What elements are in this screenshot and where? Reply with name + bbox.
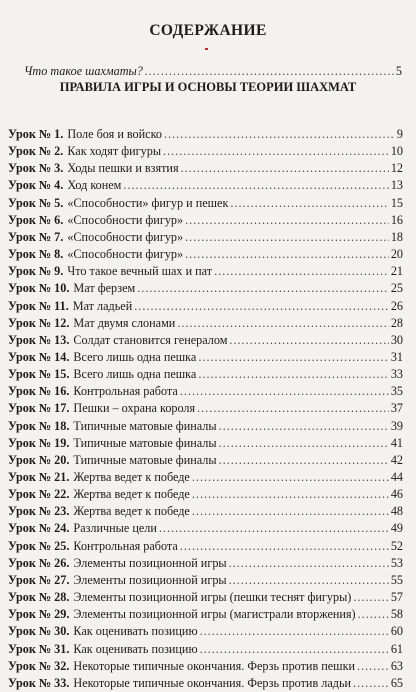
lesson-number: Урок № 26. <box>8 555 70 570</box>
leader-dots <box>219 451 389 469</box>
lesson-title: «Способности фигур» <box>67 212 184 227</box>
section-title: ПРАВИЛА ИГРЫ И ОСНОВЫ ТЕОРИИ ШАХМАТ <box>59 80 357 94</box>
lesson-page: 35 <box>390 384 403 399</box>
lesson-number: Урок № 3. <box>8 161 64 176</box>
toc-entry[interactable] <box>8 297 403 315</box>
lesson-title: Пешки – охрана короля <box>73 401 196 416</box>
lesson-page: 52 <box>390 538 403 553</box>
lesson-number: Урок № 23. <box>8 504 70 519</box>
lesson-title: Элементы позиционной игры (магистрали вторжения) <box>73 607 356 622</box>
toc-entry-page: 5 <box>395 64 402 78</box>
toc-entry[interactable] <box>8 588 403 606</box>
leader-dots <box>163 142 389 160</box>
leader-dots <box>164 125 395 143</box>
leader-dots <box>197 399 389 417</box>
lesson-page: 37 <box>390 401 403 416</box>
leader-dots <box>229 571 389 589</box>
leader-dots <box>185 211 389 229</box>
toc-entry[interactable] <box>8 605 403 623</box>
leader-dots <box>192 468 389 486</box>
toc-entry[interactable] <box>8 502 403 520</box>
leader-dots <box>219 434 389 452</box>
lesson-page: 18 <box>390 229 403 244</box>
leader-dots <box>358 605 389 623</box>
toc-entry[interactable] <box>8 554 403 572</box>
lesson-page: 65 <box>390 675 403 690</box>
leader-dots <box>219 417 389 435</box>
toc-entry[interactable] <box>8 279 403 297</box>
toc-entry[interactable] <box>8 571 403 589</box>
leader-dots <box>357 657 389 675</box>
lesson-number: Урок № 31. <box>8 641 70 656</box>
leader-dots <box>192 502 389 520</box>
toc-entry[interactable] <box>8 125 403 143</box>
lesson-number: Урок № 5. <box>8 195 64 210</box>
lesson-number: Урок № 1. <box>8 127 64 141</box>
leader-dots <box>123 176 388 194</box>
lesson-number: Урок № 13. <box>8 332 70 347</box>
lesson-title: Жертва ведет к победе <box>73 504 190 519</box>
lesson-title: Жертва ведет к победе <box>73 470 190 484</box>
lesson-page: 44 <box>390 470 403 484</box>
lesson-page: 12 <box>390 161 403 176</box>
lesson-page: 16 <box>390 212 403 227</box>
leader-dots <box>353 674 389 692</box>
lesson-title: Элементы позиционной игры <box>73 572 227 587</box>
leader-dots <box>181 159 389 177</box>
lesson-title: Ходы пешки и взятия <box>67 161 179 176</box>
leader-dots <box>185 228 389 246</box>
toc-entry[interactable] <box>8 142 403 160</box>
lesson-title: Мат ферзем <box>73 281 136 296</box>
lesson-title: Элементы позиционной игры <box>73 555 227 570</box>
toc-entry[interactable] <box>8 382 403 400</box>
toc-entry[interactable] <box>8 262 403 280</box>
lesson-number: Урок № 12. <box>8 315 70 330</box>
lesson-title: Ход конем <box>67 178 122 193</box>
lesson-number: Урок № 22. <box>8 487 70 502</box>
lesson-page: 57 <box>390 590 403 605</box>
lesson-title: Что такое вечный шах и пат <box>67 264 213 279</box>
lesson-page: 39 <box>390 418 403 433</box>
leader-dots <box>145 62 394 80</box>
lesson-page: 55 <box>390 572 403 587</box>
toc-entry[interactable] <box>8 451 403 469</box>
lesson-page: 21 <box>390 264 403 279</box>
toc-entry-intro[interactable] <box>24 62 402 80</box>
lesson-page: 20 <box>390 247 403 262</box>
toc-entry[interactable] <box>8 194 403 212</box>
lesson-number: Урок № 28. <box>8 590 70 605</box>
lesson-title: Элементы позиционной игры (пешки теснят фигуры) <box>73 590 352 605</box>
lesson-title: Контрольная работа <box>73 384 178 399</box>
lesson-page: 46 <box>390 487 403 502</box>
toc-entry[interactable] <box>8 537 403 555</box>
leader-dots <box>180 537 389 555</box>
lesson-title: Всего лишь одна пешка <box>73 349 197 364</box>
toc-entry[interactable] <box>8 365 403 383</box>
lesson-number: Урок № 4. <box>8 178 64 193</box>
toc-entry[interactable] <box>8 434 403 452</box>
toc-entry[interactable] <box>8 399 403 417</box>
lesson-page: 9 <box>396 127 403 141</box>
lesson-page: 63 <box>390 658 403 673</box>
toc-entry[interactable] <box>8 176 403 194</box>
lesson-title: Контрольная работа <box>73 538 178 553</box>
lesson-number: Урок № 17. <box>8 401 70 416</box>
lesson-number: Урок № 24. <box>8 521 70 536</box>
lesson-page: 13 <box>390 178 403 193</box>
lesson-title: Поле боя и войско <box>67 127 162 141</box>
lesson-page: 41 <box>390 435 403 450</box>
ink-mark <box>205 48 208 50</box>
lesson-page: 49 <box>390 521 403 536</box>
lesson-page: 48 <box>390 504 403 519</box>
toc-entry[interactable] <box>8 417 403 435</box>
leader-dots <box>177 314 388 332</box>
lesson-title: Некоторые типичные окончания. Ферзь против пешки <box>73 658 356 673</box>
lesson-number: Урок № 11. <box>8 298 69 313</box>
lesson-title: Типичные матовые финалы <box>73 418 217 433</box>
lesson-page: 58 <box>390 607 403 622</box>
leader-dots <box>229 331 388 349</box>
lesson-title: Мат двумя слонами <box>73 315 176 330</box>
lesson-title: Всего лишь одна пешка <box>73 367 197 382</box>
leader-dots <box>134 297 389 315</box>
lesson-page: 31 <box>390 349 403 364</box>
lesson-title: Мат ладьей <box>72 298 133 313</box>
lesson-title: «Способности фигур» <box>67 247 184 262</box>
lesson-page: 30 <box>390 332 403 347</box>
leader-dots <box>198 365 388 383</box>
leader-dots <box>198 348 388 366</box>
toc-entry[interactable] <box>8 314 403 332</box>
lesson-page: 42 <box>390 452 403 467</box>
toc-entry[interactable] <box>8 348 403 366</box>
lesson-title: «Способности» фигур и пешек <box>67 195 229 210</box>
toc-entry[interactable] <box>8 468 403 486</box>
toc-entry[interactable] <box>8 331 403 349</box>
lesson-title: «Способности фигур» <box>67 229 184 244</box>
lesson-number: Урок № 32. <box>8 658 70 673</box>
leader-dots <box>185 245 389 263</box>
lesson-number: Урок № 29. <box>8 607 70 622</box>
lesson-number: Урок № 16. <box>8 384 70 399</box>
lesson-page: 28 <box>390 315 403 330</box>
lesson-number: Урок № 27. <box>8 572 70 587</box>
lesson-number: Урок № 6. <box>8 212 64 227</box>
leader-dots <box>137 279 389 297</box>
lesson-number: Урок № 14. <box>8 349 70 364</box>
lesson-title: Как оценивать позицию <box>73 641 198 656</box>
leader-dots <box>230 194 388 212</box>
lesson-number: Урок № 33. <box>8 675 70 690</box>
lesson-number: Урок № 30. <box>8 624 70 639</box>
lesson-number: Урок № 8. <box>8 247 64 262</box>
lesson-number: Урок № 21. <box>8 470 70 484</box>
lesson-title: Некоторые типичные окончания. Ферзь против ладьи <box>73 675 352 690</box>
lesson-title: Как ходят фигуры <box>67 144 162 159</box>
lesson-title: Как оценивать позицию <box>73 624 198 639</box>
toc-entry[interactable] <box>8 211 403 229</box>
lesson-number: Урок № 7. <box>8 229 64 244</box>
leader-dots <box>214 262 389 280</box>
lesson-number: Урок № 10. <box>8 281 70 296</box>
lesson-number: Урок № 9. <box>8 264 64 279</box>
toc-entry[interactable] <box>8 159 403 177</box>
lesson-page: 60 <box>390 624 403 639</box>
toc-entry[interactable] <box>8 245 403 263</box>
lesson-page: 33 <box>390 367 403 382</box>
lesson-number: Урок № 25. <box>8 538 70 553</box>
lesson-title: Типичные матовые финалы <box>73 452 217 467</box>
toc-entry[interactable] <box>8 485 403 503</box>
lesson-page: 26 <box>390 298 403 313</box>
toc-entry[interactable] <box>8 657 403 675</box>
lesson-page: 61 <box>390 641 403 656</box>
lesson-number: Урок № 18. <box>8 418 70 433</box>
toc-entry[interactable] <box>8 674 403 692</box>
toc-entry[interactable] <box>8 519 403 537</box>
lesson-number: Урок № 15. <box>8 367 70 382</box>
toc-entry-title: Что такое шахматы? <box>24 64 143 78</box>
lesson-title: Типичные матовые финалы <box>73 435 217 450</box>
lesson-title: Жертва ведет к победе <box>73 487 190 502</box>
page-title: СОДЕРЖАНИЕ <box>149 22 267 39</box>
leader-dots <box>200 622 389 640</box>
lesson-number: Урок № 20. <box>8 452 70 467</box>
lesson-page: 25 <box>390 281 403 296</box>
lesson-page: 15 <box>390 195 403 210</box>
leader-dots <box>159 519 389 537</box>
lesson-number: Урок № 2. <box>8 144 64 159</box>
lesson-title: Солдат становится генералом <box>73 332 228 347</box>
leader-dots <box>180 382 389 400</box>
leader-dots <box>229 554 389 572</box>
toc-entry[interactable] <box>8 622 403 640</box>
lesson-page: 53 <box>390 555 403 570</box>
lesson-number: Урок № 19. <box>8 435 70 450</box>
toc-entry[interactable] <box>8 228 403 246</box>
lesson-title: Различные цели <box>73 521 157 536</box>
leader-dots <box>353 588 388 606</box>
leader-dots <box>192 485 389 503</box>
lesson-page: 10 <box>390 144 403 159</box>
